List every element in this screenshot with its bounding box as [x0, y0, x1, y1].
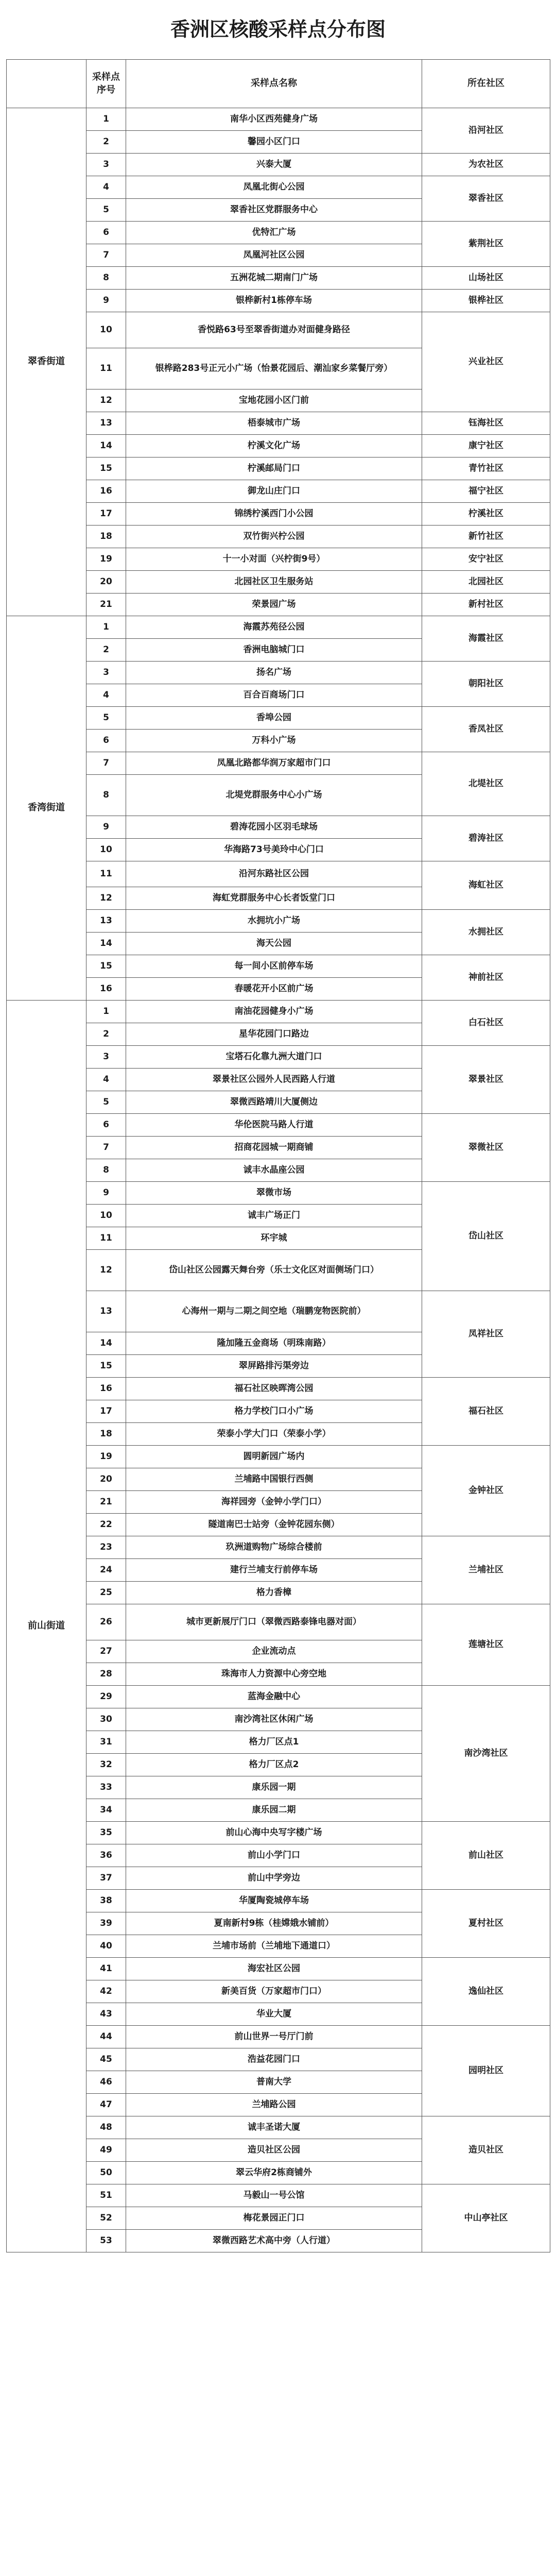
seq-cell: 22 — [86, 1514, 126, 1536]
seq-cell: 49 — [86, 2139, 126, 2162]
point-name-cell: 凤凰北街心公园 — [126, 176, 422, 199]
community-cell: 北堤社区 — [422, 752, 550, 816]
seq-cell: 39 — [86, 1912, 126, 1935]
table-row — [7, 108, 550, 131]
point-name-cell: 城市更新展厅门口（翠微西路泰锋电器对面） — [126, 1604, 422, 1640]
point-name-cell: 扬名广场 — [126, 662, 422, 684]
seq-cell: 26 — [86, 1604, 126, 1640]
point-name-cell: 格力香樟 — [126, 1582, 422, 1604]
table-row — [7, 1958, 550, 1980]
point-name-cell: 星华花园门口路边 — [126, 1023, 422, 1046]
point-name-cell: 兰埔市场前（兰埔地下通道口） — [126, 1935, 422, 1958]
point-name-cell: 双竹街兴柠公园 — [126, 526, 422, 548]
seq-cell: 13 — [86, 910, 126, 933]
point-name-cell: 心海州一期与二期之间空地（瑞鹏宠物医院前） — [126, 1291, 422, 1332]
street-name-cell: 前山街道 — [7, 1001, 86, 2252]
seq-cell: 13 — [86, 412, 126, 435]
seq-cell: 9 — [86, 1182, 126, 1205]
point-name-cell: 企业流动点 — [126, 1640, 422, 1663]
point-name-cell: 翠景社区公园外人民西路人行道 — [126, 1069, 422, 1091]
table-row — [7, 480, 550, 503]
point-name-cell: 万科小广场 — [126, 730, 422, 752]
seq-cell: 21 — [86, 1491, 126, 1514]
point-name-cell: 福石社区映晖湾公园 — [126, 1378, 422, 1400]
community-cell: 园明社区 — [422, 2026, 550, 2116]
table-row — [7, 1182, 550, 1205]
seq-cell: 3 — [86, 1046, 126, 1069]
community-cell: 北园社区 — [422, 571, 550, 594]
community-cell: 翠微社区 — [422, 1114, 550, 1182]
seq-cell: 20 — [86, 1468, 126, 1491]
table-row — [7, 412, 550, 435]
seq-cell: 12 — [86, 1250, 126, 1291]
seq-cell: 45 — [86, 2048, 126, 2071]
community-cell: 新竹社区 — [422, 526, 550, 548]
community-cell: 安宁社区 — [422, 548, 550, 571]
point-name-cell: 柠溪邮局门口 — [126, 457, 422, 480]
point-name-cell: 前山世界一号厅门前 — [126, 2026, 422, 2048]
table-row — [7, 1446, 550, 1468]
point-name-cell: 海天公园 — [126, 933, 422, 955]
seq-cell: 6 — [86, 222, 126, 244]
seq-cell: 40 — [86, 1935, 126, 1958]
seq-cell: 35 — [86, 1822, 126, 1844]
table-row — [7, 457, 550, 480]
seq-cell: 28 — [86, 1663, 126, 1686]
point-name-cell: 沿河东路社区公园 — [126, 861, 422, 887]
table-row — [7, 154, 550, 176]
point-name-cell: 康乐园二期 — [126, 1799, 422, 1822]
point-name-cell: 南沙湾社区休闲广场 — [126, 1708, 422, 1731]
seq-cell: 1 — [86, 616, 126, 639]
street-name-cell: 香湾街道 — [7, 616, 86, 1001]
seq-cell: 24 — [86, 1559, 126, 1582]
seq-cell: 6 — [86, 730, 126, 752]
seq-cell: 18 — [86, 526, 126, 548]
table-row — [7, 910, 550, 933]
point-name-cell: 环宇城 — [126, 1227, 422, 1250]
seq-cell: 38 — [86, 1890, 126, 1912]
point-name-cell: 前山中学旁边 — [126, 1867, 422, 1890]
seq-cell: 14 — [86, 1332, 126, 1355]
table-row — [7, 571, 550, 594]
community-cell: 钰海社区 — [422, 412, 550, 435]
seq-cell: 1 — [86, 108, 126, 131]
point-name-cell: 翠微西路艺术高中旁（人行道） — [126, 2230, 422, 2252]
table-row — [7, 503, 550, 526]
seq-cell: 15 — [86, 955, 126, 978]
point-name-cell: 北园社区卫生服务站 — [126, 571, 422, 594]
community-cell: 福宁社区 — [422, 480, 550, 503]
community-header: 所在社区 — [422, 60, 550, 108]
community-cell: 造贝社区 — [422, 2116, 550, 2184]
table-row — [7, 1686, 550, 1708]
table-row — [7, 267, 550, 290]
community-cell: 紫荆社区 — [422, 222, 550, 267]
table-row — [7, 861, 550, 887]
table-row — [7, 616, 550, 639]
table-row — [7, 176, 550, 199]
seq-cell: 18 — [86, 1423, 126, 1446]
seq-cell: 15 — [86, 457, 126, 480]
point-name-cell: 水拥坑小广场 — [126, 910, 422, 933]
point-name-cell: 新美百货（万家超市门口） — [126, 1980, 422, 2003]
community-cell: 青竹社区 — [422, 457, 550, 480]
community-cell: 为农社区 — [422, 154, 550, 176]
seq-cell: 37 — [86, 1867, 126, 1890]
seq-cell: 12 — [86, 887, 126, 910]
seq-cell: 20 — [86, 571, 126, 594]
table-row — [7, 594, 550, 616]
seq-cell: 30 — [86, 1708, 126, 1731]
community-cell: 逸仙社区 — [422, 1958, 550, 2026]
community-cell: 翠香社区 — [422, 176, 550, 222]
table-header-row — [7, 60, 550, 108]
seq-cell: 5 — [86, 1091, 126, 1114]
community-cell: 前山社区 — [422, 1822, 550, 1890]
table-row — [7, 435, 550, 457]
point-name-cell: 夏南新村9栋（桂嫦娥水铺前） — [126, 1912, 422, 1935]
point-name-cell: 海虹党群服务中心长者饭堂门口 — [126, 887, 422, 910]
table-row — [7, 707, 550, 730]
point-name-cell: 海祥园旁（金钟小学门口） — [126, 1491, 422, 1514]
point-name-cell: 每一间小区前停车场 — [126, 955, 422, 978]
point-name-cell: 翠屏路排污渠旁边 — [126, 1355, 422, 1378]
community-cell: 新村社区 — [422, 594, 550, 616]
point-name-cell: 馨园小区门口 — [126, 131, 422, 154]
seq-cell: 48 — [86, 2116, 126, 2139]
table-row — [7, 816, 550, 839]
community-cell: 沿河社区 — [422, 108, 550, 154]
seq-cell: 4 — [86, 1069, 126, 1091]
point-name-cell: 北堤党群服务中心小广场 — [126, 775, 422, 816]
point-name-cell: 格力厂区点2 — [126, 1754, 422, 1776]
point-name-cell: 玖洲道购物广场综合楼前 — [126, 1536, 422, 1559]
seq-cell: 12 — [86, 389, 126, 412]
seq-cell: 11 — [86, 348, 126, 389]
seq-cell: 31 — [86, 1731, 126, 1754]
point-name-cell: 华海路73号美玲中心门口 — [126, 839, 422, 861]
seq-cell: 10 — [86, 1205, 126, 1227]
seq-cell: 8 — [86, 1159, 126, 1182]
seq-cell: 2 — [86, 639, 126, 662]
seq-cell: 1 — [86, 1001, 126, 1023]
community-cell: 白石社区 — [422, 1001, 550, 1046]
point-name-cell: 梅花景园正门口 — [126, 2207, 422, 2230]
seq-cell: 46 — [86, 2071, 126, 2094]
seq-cell: 41 — [86, 1958, 126, 1980]
community-cell: 福石社区 — [422, 1378, 550, 1446]
table-row — [7, 2184, 550, 2207]
seq-cell: 7 — [86, 244, 126, 267]
point-name-cell: 兰埔路公园 — [126, 2094, 422, 2116]
table-row — [7, 2026, 550, 2048]
point-name-cell: 南油花园健身小广场 — [126, 1001, 422, 1023]
seq-cell: 2 — [86, 1023, 126, 1046]
seq-cell: 50 — [86, 2162, 126, 2184]
seq-cell: 16 — [86, 480, 126, 503]
point-name-cell: 锦绣柠溪西门小公园 — [126, 503, 422, 526]
point-name-cell: 银桦路283号正元小广场（怡景花园后、潮汕家乡菜餐厅旁） — [126, 348, 422, 389]
seq-cell: 19 — [86, 548, 126, 571]
seq-cell: 10 — [86, 839, 126, 861]
seq-cell: 7 — [86, 752, 126, 775]
seq-cell: 10 — [86, 312, 126, 348]
seq-cell: 44 — [86, 2026, 126, 2048]
point-name-cell: 华伦医院马路人行道 — [126, 1114, 422, 1137]
table-row — [7, 2116, 550, 2139]
seq-cell: 17 — [86, 1400, 126, 1423]
point-name-cell: 荣泰小学大门口（荣泰小学） — [126, 1423, 422, 1446]
point-name-cell: 海宏社区公园 — [126, 1958, 422, 1980]
community-cell: 南沙湾社区 — [422, 1686, 550, 1822]
table-row — [7, 1114, 550, 1137]
seq-cell: 47 — [86, 2094, 126, 2116]
seq-cell: 53 — [86, 2230, 126, 2252]
table-row — [7, 526, 550, 548]
community-cell: 银桦社区 — [422, 290, 550, 312]
seq-cell: 36 — [86, 1844, 126, 1867]
seq-cell: 23 — [86, 1536, 126, 1559]
table-row — [7, 1536, 550, 1559]
point-name-cell: 翠云华府2栋商铺外 — [126, 2162, 422, 2184]
table-row — [7, 1378, 550, 1400]
point-name-cell: 五洲花城二期南门广场 — [126, 267, 422, 290]
point-name-cell: 凤凰河社区公园 — [126, 244, 422, 267]
point-name-cell: 华厦陶瓷城停车场 — [126, 1890, 422, 1912]
point-name-cell: 蓝海金融中心 — [126, 1686, 422, 1708]
seq-cell: 8 — [86, 775, 126, 816]
point-name-cell: 隧道南巴士站旁（金钟花园东侧） — [126, 1514, 422, 1536]
point-name-cell: 海霞苏苑径公园 — [126, 616, 422, 639]
seq-cell: 11 — [86, 1227, 126, 1250]
point-name-cell: 隆加隆五金商场（明珠南路） — [126, 1332, 422, 1355]
seq-cell: 9 — [86, 816, 126, 839]
point-name-cell: 翠微市场 — [126, 1182, 422, 1205]
community-cell: 水拥社区 — [422, 910, 550, 955]
community-cell: 凤祥社区 — [422, 1291, 550, 1378]
community-cell: 碧涛社区 — [422, 816, 550, 861]
table-row — [7, 1046, 550, 1069]
community-cell: 夏村社区 — [422, 1890, 550, 1958]
seq-cell: 2 — [86, 131, 126, 154]
seq-cell: 25 — [86, 1582, 126, 1604]
point-name-cell: 康乐园一期 — [126, 1776, 422, 1799]
point-name-cell: 诚丰水晶座公园 — [126, 1159, 422, 1182]
point-name-cell: 前山心海中央写字楼广场 — [126, 1822, 422, 1844]
point-name-cell: 格力厂区点1 — [126, 1731, 422, 1754]
seq-cell: 4 — [86, 176, 126, 199]
community-cell: 海虹社区 — [422, 861, 550, 910]
point-name-cell: 圆明新园广场内 — [126, 1446, 422, 1468]
table-row — [7, 1604, 550, 1640]
table-row — [7, 290, 550, 312]
point-name-cell: 优特汇广场 — [126, 222, 422, 244]
point-name-cell: 诚丰广场正门 — [126, 1205, 422, 1227]
seq-cell: 42 — [86, 1980, 126, 2003]
community-cell: 神前社区 — [422, 955, 550, 1001]
point-name-cell: 宝地花园小区门前 — [126, 389, 422, 412]
seq-cell: 21 — [86, 594, 126, 616]
seq-cell: 51 — [86, 2184, 126, 2207]
seq-cell: 29 — [86, 1686, 126, 1708]
point-name-cell: 华业大厦 — [126, 2003, 422, 2026]
name-header: 采样点名称 — [126, 60, 422, 108]
community-cell: 中山亭社区 — [422, 2184, 550, 2252]
seq-cell: 16 — [86, 978, 126, 1001]
table-row — [7, 752, 550, 775]
community-cell: 岱山社区 — [422, 1182, 550, 1291]
table-row — [7, 1822, 550, 1844]
table-row — [7, 955, 550, 978]
table-row — [7, 1001, 550, 1023]
point-name-cell: 南华小区西苑健身广场 — [126, 108, 422, 131]
seq-cell: 14 — [86, 933, 126, 955]
seq-cell: 5 — [86, 199, 126, 222]
seq-cell: 52 — [86, 2207, 126, 2230]
point-name-cell: 十一小对面（兴柠街9号） — [126, 548, 422, 571]
point-name-cell: 碧涛花园小区羽毛球场 — [126, 816, 422, 839]
point-name-cell: 前山小学门口 — [126, 1844, 422, 1867]
point-name-cell: 翠微西路靖川大厦侧边 — [126, 1091, 422, 1114]
point-name-cell: 浩益花园门口 — [126, 2048, 422, 2071]
seq-cell: 3 — [86, 662, 126, 684]
seq-cell: 34 — [86, 1799, 126, 1822]
street-name-cell: 翠香街道 — [7, 108, 86, 616]
community-cell: 金钟社区 — [422, 1446, 550, 1536]
point-name-cell: 宝塔石化靠九洲大道门口 — [126, 1046, 422, 1069]
community-cell: 莲塘社区 — [422, 1604, 550, 1686]
community-cell: 海霞社区 — [422, 616, 550, 662]
community-cell: 康宁社区 — [422, 435, 550, 457]
point-name-cell: 招商花园城一期商铺 — [126, 1137, 422, 1159]
seq-cell: 15 — [86, 1355, 126, 1378]
seq-cell: 14 — [86, 435, 126, 457]
seq-cell: 19 — [86, 1446, 126, 1468]
point-name-cell: 岱山社区公园露天舞台旁（乐士文化区对面侧场门口） — [126, 1250, 422, 1291]
seq-cell: 3 — [86, 154, 126, 176]
table-row — [7, 548, 550, 571]
seq-cell: 6 — [86, 1114, 126, 1137]
table-row — [7, 1291, 550, 1332]
point-name-cell: 造贝社区公园 — [126, 2139, 422, 2162]
seq-cell: 33 — [86, 1776, 126, 1799]
point-name-cell: 香埠公园 — [126, 707, 422, 730]
point-name-cell: 荣景园广场 — [126, 594, 422, 616]
point-name-cell: 香洲电脑城门口 — [126, 639, 422, 662]
seq-cell: 5 — [86, 707, 126, 730]
community-cell: 兰埔社区 — [422, 1536, 550, 1604]
point-name-cell: 御龙山庄门口 — [126, 480, 422, 503]
seq-header: 采样点序号 — [86, 60, 126, 108]
point-name-cell: 马毅山一号公馆 — [126, 2184, 422, 2207]
point-name-cell: 兴泰大厦 — [126, 154, 422, 176]
page-title: 香洲区核酸采样点分布图 — [170, 18, 386, 41]
community-cell: 山场社区 — [422, 267, 550, 290]
point-name-cell: 春暖花开小区前广场 — [126, 978, 422, 1001]
point-name-cell: 梧泰城市广场 — [126, 412, 422, 435]
seq-cell: 16 — [86, 1378, 126, 1400]
community-cell: 翠景社区 — [422, 1046, 550, 1114]
seq-cell: 7 — [86, 1137, 126, 1159]
table-row — [7, 312, 550, 348]
community-cell: 朝阳社区 — [422, 662, 550, 707]
point-name-cell: 翠香社区党群服务中心 — [126, 199, 422, 222]
point-name-cell: 诚丰圣诺大厦 — [126, 2116, 422, 2139]
point-name-cell: 柠溪文化广场 — [126, 435, 422, 457]
seq-cell: 4 — [86, 684, 126, 707]
seq-cell: 13 — [86, 1291, 126, 1332]
table-row — [7, 1890, 550, 1912]
point-name-cell: 香悦路63号至翠香街道办对面健身路径 — [126, 312, 422, 348]
seq-cell: 8 — [86, 267, 126, 290]
point-name-cell: 凤凰北路都华润万家超市门口 — [126, 752, 422, 775]
table-row — [7, 222, 550, 244]
point-name-cell: 格力学校门口小广场 — [126, 1400, 422, 1423]
street-header — [7, 60, 86, 108]
table-row — [7, 662, 550, 684]
sampling-point-table — [6, 59, 550, 2252]
point-name-cell: 兰埔路中国银行西侧 — [126, 1468, 422, 1491]
seq-cell: 32 — [86, 1754, 126, 1776]
point-name-cell: 建行兰埔支行前停车场 — [126, 1559, 422, 1582]
seq-cell: 27 — [86, 1640, 126, 1663]
community-cell: 柠溪社区 — [422, 503, 550, 526]
seq-cell: 9 — [86, 290, 126, 312]
point-name-cell: 百合百商场门口 — [126, 684, 422, 707]
point-name-cell: 银桦新村1栋停车场 — [126, 290, 422, 312]
community-cell: 香凤社区 — [422, 707, 550, 752]
community-cell: 兴业社区 — [422, 312, 550, 412]
point-name-cell: 珠海市人力资源中心旁空地 — [126, 1663, 422, 1686]
seq-cell: 11 — [86, 861, 126, 887]
seq-cell: 17 — [86, 503, 126, 526]
point-name-cell: 普南大学 — [126, 2071, 422, 2094]
seq-cell: 43 — [86, 2003, 126, 2026]
